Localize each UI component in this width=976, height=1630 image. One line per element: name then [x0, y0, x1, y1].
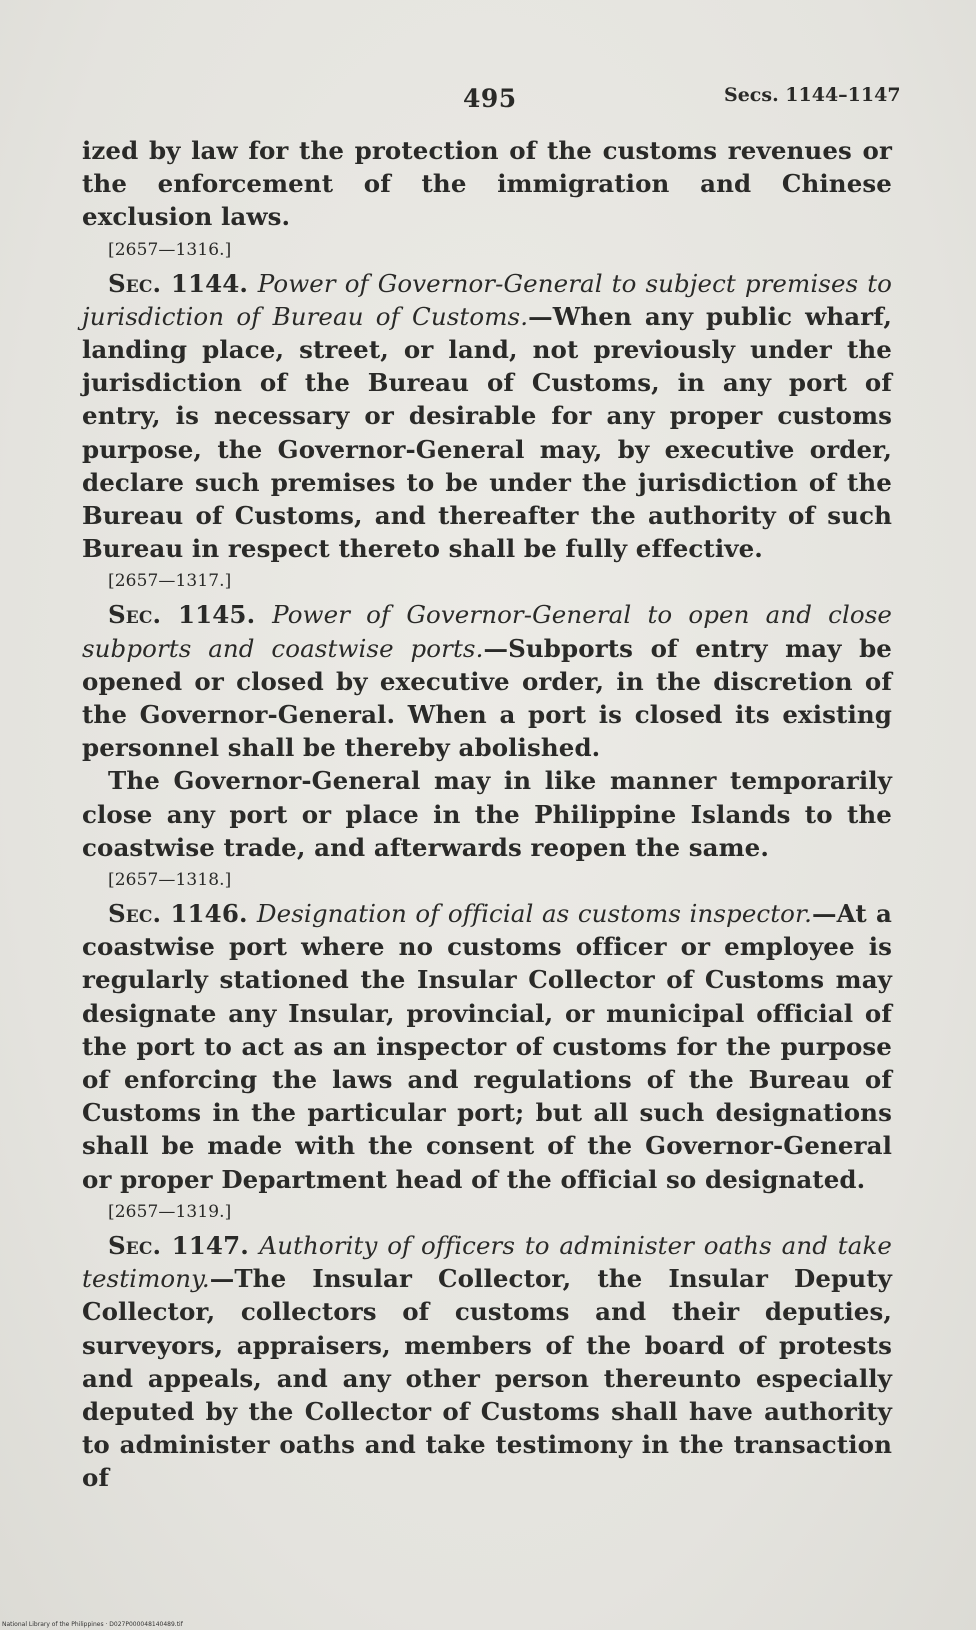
section-label: Sec. 1145. — [108, 600, 256, 630]
citation-1146: [2657—1318.] — [108, 870, 232, 891]
section-label: Sec. 1147. — [108, 1230, 249, 1260]
citation-1144: [2657—1316.] — [108, 239, 232, 260]
citation-1145: [2657—1317.] — [108, 571, 232, 592]
section-title: Designation of official as customs inspector. — [256, 899, 813, 929]
body-text — [82, 134, 892, 1495]
citation-1147: [2657—1319.] — [108, 1201, 232, 1222]
section-1147 — [82, 1229, 892, 1495]
section-label: Sec. 1144. — [108, 268, 249, 298]
section-1146 — [82, 897, 892, 1196]
page-header — [0, 80, 976, 116]
section-title: Power of Governor-General to open and close subports and coastwise ports. — [82, 600, 893, 663]
section-1144 — [82, 267, 892, 566]
section-body: —When any public wharf, landing place, street, or land, not previously under the jurisdiction of the Bureau of Customs, in any port of entry, is necessary or desirable for any proper customs purpose, the Governor-General may, by executive order, declare such premises to be under the jurisdiction of the Bureau of Customs, and thereafter the authority of such Bureau in respect thereto shall be fully effective. — [82, 301, 892, 564]
scan-footer-note: National Library of the Philippines · D027P000048140489.tif — [2, 1621, 183, 1628]
section-range: Secs. 1144–1147 — [724, 84, 901, 106]
section-title: Power of Governor-General to subject premises to jurisdiction of Bureau of Customs. — [82, 268, 892, 331]
section-body: —At a coastwise port where no customs officer or employee is regularly stationed the Insular Collector of Customs may designate any Insular, provincial, or municipal official of the port to act as an inspector of customs for the purpose of enforcing the laws and regulations of the Bureau of Customs in the particular port; but all such designations shall be made with the consent of the Governor-General or proper Department head of the official so designated. — [82, 899, 892, 1194]
section-body: —Subports of entry may be opened or closed by executive order, in the discretion of the Governor-General. When a port is closed its existing personnel shall be thereby abolished. — [82, 633, 892, 763]
section-title: Authority of officers to administer oaths and take testimony. — [82, 1230, 892, 1294]
continuation-paragraph: ized by law for the protection of the customs revenues or the enforcement of the immigration and Chinese exclusion laws. — [82, 136, 892, 232]
page-number: 495 — [463, 84, 517, 113]
section-label: Sec. 1146. — [108, 899, 248, 929]
section-1145 — [82, 598, 892, 764]
section-body: —The Insular Collector, the Insular Deputy Collector, collectors of customs and their deputies, surveyors, appraisers, members of the board of protests and appeals, and any other person thereunto especially deputed by the Collector of Customs shall have authority to administer oaths and take testimony in the transaction of — [82, 1264, 892, 1493]
section-1145-paragraph-2: The Governor-General may in like manner temporarily close any port or place in the Philippine Islands to the coastwise trade, and afterwards reopen the same. — [82, 766, 892, 862]
